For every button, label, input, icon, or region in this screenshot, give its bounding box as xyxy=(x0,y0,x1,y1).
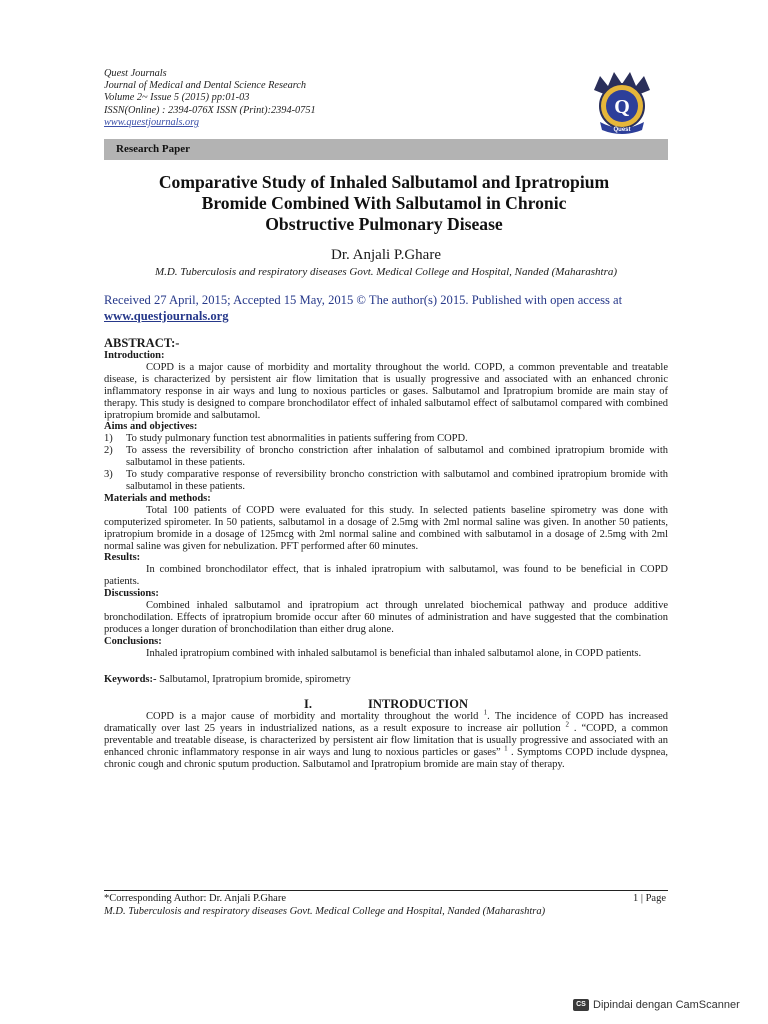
author-affiliation: M.D. Tuberculosis and respiratory diseases Govt. Medical College and Hospital, Nanded (Maharashtra) xyxy=(154,266,618,278)
intro-text: . “COPD, a common preventable and treatable disease, is characterized by persistent air flow limitation that is usually progressive and associated with an enhanced chronic inflammatory response in air ways and lung to noxious particles or gases” xyxy=(104,723,668,759)
received-info xyxy=(104,292,668,324)
title-line: Bromide Combined With Salbutamol in Chronic xyxy=(201,193,567,213)
paper-body xyxy=(104,336,668,771)
conclusion-paragraph: Inhaled ipratropium combined with inhaled salbutamol is beneficial than inhaled salbutamol alone, in COPD patients. xyxy=(146,647,642,659)
logo-letter: Q xyxy=(614,96,630,118)
reference-marker: 1 xyxy=(483,708,488,717)
reference-marker: 2 xyxy=(565,720,569,729)
received-link[interactable]: www.questjournals.org xyxy=(104,309,229,323)
section-title: INTRODUCTION xyxy=(367,697,468,712)
abstract-heading: ABSTRACT:- xyxy=(104,336,180,350)
keywords-label: Keywords:- xyxy=(104,673,157,685)
aim-text: To study comparative response of reversibility broncho constriction with salbutamol and combined ipratropium bromide with salbutamol in these patients. xyxy=(126,469,668,492)
paper-title xyxy=(110,172,658,235)
keywords-text: Salbutamol, Ipratropium bromide, spirometry xyxy=(156,673,351,685)
results-heading: Results: xyxy=(104,552,141,564)
intro-heading: Introduction: xyxy=(104,350,165,361)
aim-text: To assess the reversibility of broncho constriction after inhalation of salbutamol and combined ipratropium bromide with salbutamol in these patients. xyxy=(126,445,668,469)
camscanner-text: Dipindai dengan CamScanner xyxy=(593,999,740,1011)
section-number: I. xyxy=(303,697,312,712)
quest-logo xyxy=(590,68,654,136)
results-paragraph: In combined bronchodilator effect, that is inhaled ipratropium with salbutamol, was found to be beneficial in COPD patients. xyxy=(104,564,668,588)
intro-text: . The incidence of COPD has increased dramatically over last 25 years in industrialized nations, as a result exposure to increase air pollution xyxy=(104,711,668,735)
page-number: 1 | Page xyxy=(632,893,666,904)
received-text: Received 27 April, 2015; Accepted 15 May, 2015 © The author(s) 2015. Published with open access at xyxy=(104,293,623,307)
corresponding-author: *Corresponding Author: Dr. Anjali P.Ghare xyxy=(104,893,286,904)
conclusion-heading: Conclusions: xyxy=(104,635,162,647)
title-line: Comparative Study of Inhaled Salbutamol and Ipratropium xyxy=(158,172,610,192)
aims-list xyxy=(104,433,668,493)
list-item xyxy=(104,433,668,445)
journal-line: Quest Journals xyxy=(104,68,167,79)
aim-text: To study pulmonary function test abnormalities in patients suffering from COPD. xyxy=(126,433,468,445)
aim-number: 1) xyxy=(104,433,113,445)
list-item xyxy=(104,445,668,469)
keywords xyxy=(104,674,668,686)
methods-heading: Materials and methods: xyxy=(104,492,211,504)
footer-divider xyxy=(104,890,668,891)
banner-label: Research Paper xyxy=(116,143,191,155)
intro-paragraph: COPD is a major cause of morbidity and mortality throughout the world. COPD, a common preventable and treatable disease, is characterized by persistent air flow limitation that is usually progressive and associated with an enhanced chronic inflammatory response in air ways and lung to noxious particles or gases. Salbutamol and Ipratropium bromide are main stay of therapy. This study is designed to compare bronchodilator effect of inhaled salbutamol effect of salbutamol compared with combined ipratropium bromide and salbutamol. xyxy=(104,361,668,421)
aim-number: 2) xyxy=(104,445,113,457)
intro-text: . Symptoms COPD include dyspnea, chronic cough and chronic sputum production. Salbutamol and Ipratropium bromide are main stay of therapy. xyxy=(104,747,668,771)
discussion-heading: Discussions: xyxy=(104,588,159,600)
intro-text: COPD is a major cause of morbidity and mortality throughout the world xyxy=(146,711,484,723)
list-item xyxy=(104,469,668,493)
reference-marker: 1 xyxy=(504,744,508,753)
journal-info xyxy=(104,68,316,129)
title-line: Obstructive Pulmonary Disease xyxy=(265,214,503,234)
logo-text: Quest xyxy=(613,127,631,133)
journal-line: Journal of Medical and Dental Science Research xyxy=(104,80,307,92)
journal-line: ISSN(Online) : 2394-076X ISSN (Print):2394-0751 xyxy=(104,104,316,116)
camscanner-icon: CS xyxy=(573,999,589,1011)
introduction-paragraph xyxy=(104,708,668,771)
journal-line: Volume 2~ Issue 5 (2015) pp:01-03 xyxy=(104,92,250,104)
quest-logo-icon xyxy=(590,68,654,136)
aims-heading: Aims and objectives: xyxy=(104,421,198,433)
footer-affiliation: M.D. Tuberculosis and respiratory diseases Govt. Medical College and Hospital, Nanded (Maharashtra) xyxy=(104,906,546,917)
footer-author xyxy=(104,893,668,904)
discussion-paragraph: Combined inhaled salbutamol and ipratropium act through unrelated biochemical pathway and produce additive bronchodilation. Effects of ipratropium bromide occur after 60 minutes of administration and have suggested that the combination produces a longer duration of bronchodilation than either drug alone. xyxy=(104,600,668,635)
paper-type-banner xyxy=(104,139,668,160)
methods-paragraph: Total 100 patients of COPD were evaluated for this study. In selected patients baseline spirometry was done with computerized spirometer. In 50 patients, salbutamol in a dosage of 2.5mg with 2ml normal saline was given. In another 50 patients, ipratropium bromide in a dosage of 125mcg with 2ml normal saline and combined with salbutamol in a dosage of 2.5mg with 2ml normal saline was given for nebulization. PFT performed after 60 minutes. xyxy=(104,504,668,552)
aim-number: 3) xyxy=(104,469,113,481)
section-heading xyxy=(104,697,668,711)
journal-url-link[interactable]: www.questjournals.org xyxy=(104,116,199,128)
author-name: Dr. Anjali P.Ghare xyxy=(331,247,441,263)
camscanner-watermark xyxy=(569,996,759,1016)
